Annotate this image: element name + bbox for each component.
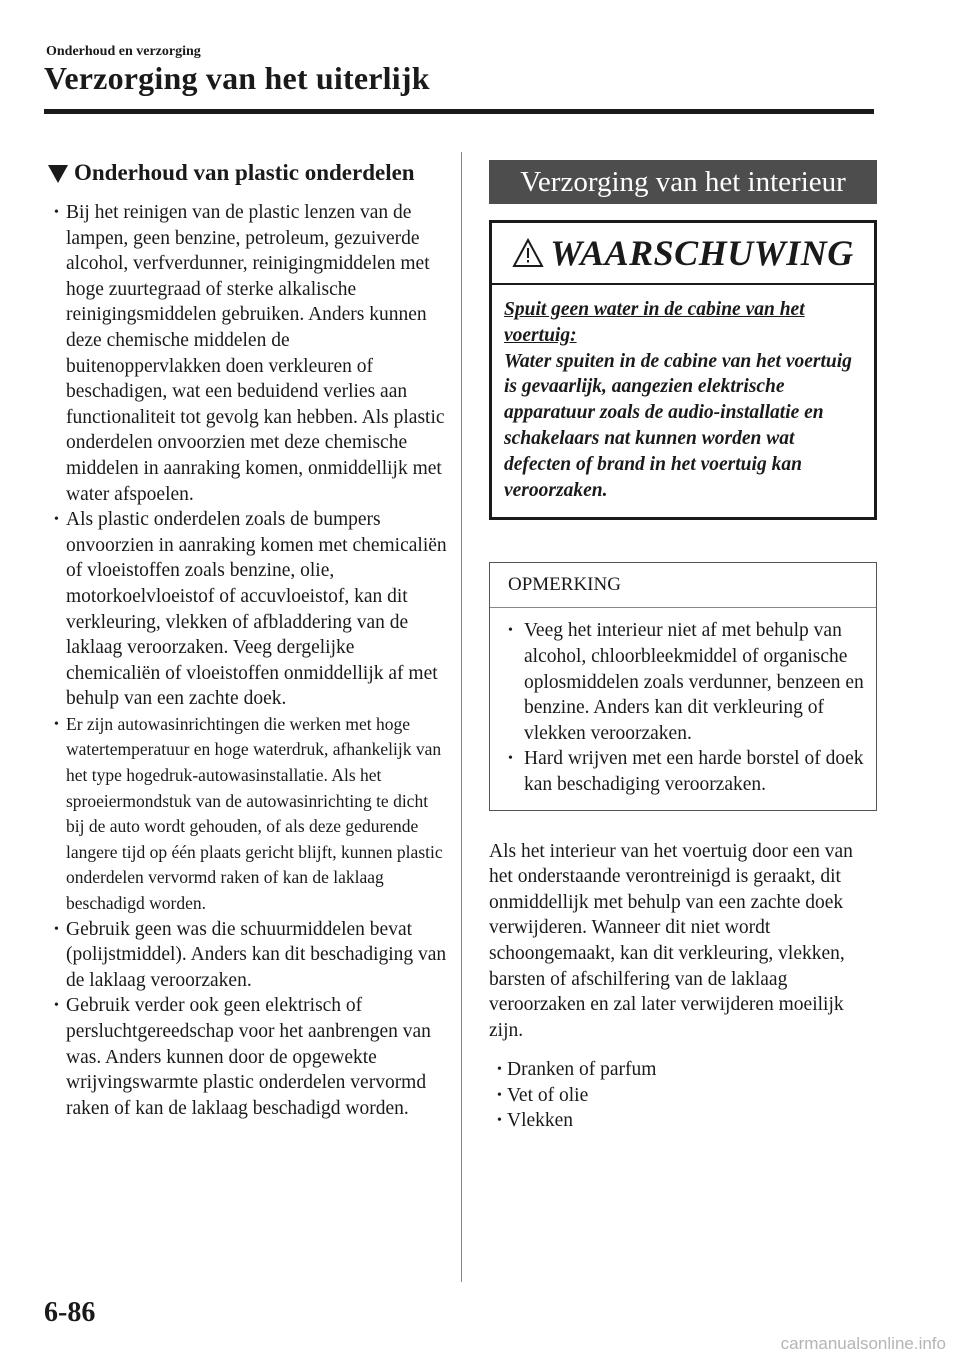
- list-item: [48, 993, 448, 1121]
- bullet-icon: •: [508, 623, 513, 639]
- watermark[interactable]: carmanualsonline.info: [780, 1334, 946, 1353]
- note-item: [504, 618, 866, 746]
- note-item-text: Veeg het interieur niet af met behulp van alcohol, chloorbleekmiddel of organische oplosmiddelen zoals verdunner, benzeen en benzine. Anders kan dit verkleuring of vlekken veroorzaken.: [524, 620, 864, 744]
- list-item: [48, 917, 448, 994]
- list-item-text: Gebruik geen was die schuurmiddelen bevat (polijstmiddel). Anders kan dit beschadiging van de laklaag veroorzaken.: [66, 918, 447, 991]
- list-item-text: Bij het reinigen van de plastic lenzen van de lampen, geen benzine, petroleum, gezuiverde alcohol, verfverdunner, reinigingmiddelen met hoge zuurtegraad of sterke alkalische reinigingsmiddelen gebruiken. Anders kunnen deze chemische middelen de buitenoppervlakken doen verkleuren of beschadigen, wat een beduidend verlies aan functionaliteit tot gevolg kan hebben. Als plastic onderdelen onvoorzien met deze chemische middelen in aanraking komen, onmiddellijk met water afspoelen.: [66, 202, 445, 505]
- warning-box: [489, 220, 877, 520]
- bullet-icon: •: [497, 1062, 502, 1078]
- list-item: [495, 1057, 877, 1083]
- column-divider: [461, 152, 462, 1282]
- list-item: [495, 1108, 877, 1134]
- warning-body: [492, 285, 874, 517]
- bullet-icon: •: [497, 1087, 502, 1103]
- note-title: OPMERKING: [490, 563, 876, 608]
- header-section: Onderhoud en verzorging: [46, 44, 201, 59]
- note-box: [489, 562, 877, 810]
- list-item: [48, 712, 448, 917]
- section-banner: Verzorging van het interieur: [489, 160, 877, 204]
- warning-lead: Spuit geen water in de cabine van het voertuig:: [504, 299, 805, 346]
- list-item-text: Vet of olie: [507, 1084, 589, 1106]
- page-title: Verzorging van het uiterlijk: [44, 60, 430, 96]
- warning-title: WAARSCHUWING: [550, 233, 854, 273]
- left-column: [48, 160, 448, 1121]
- bullet-icon: •: [508, 751, 513, 767]
- right-column: [489, 160, 877, 1134]
- list-item-text: Gebruik verder ook geen elektrisch of persluchtgereedschap voor het aanbrengen van was. Anders kunnen door de opgewekte wrijvingswarmte plastic onderdelen vervormd raken of kan de laklaag beschadigd worden.: [66, 995, 431, 1119]
- note-item-text: Hard wrijven met een harde borstel of doek kan beschadiging veroorzaken.: [524, 748, 864, 795]
- bullet-icon: •: [54, 205, 59, 220]
- header-rule: [44, 109, 874, 114]
- warning-text: Water spuiten in de cabine van het voertuig is gevaarlijk, aangezien elektrische apparatuur zoals de audio-installatie en schakelaars nat kunnen worden wat defecten of brand in het voertuig kan veroorzaken.: [504, 350, 852, 501]
- bullet-icon: •: [54, 921, 59, 937]
- warning-triangle-icon: [512, 238, 544, 268]
- triangle-down-icon: [48, 165, 68, 183]
- list-item: [48, 507, 448, 712]
- bullet-list: [48, 200, 448, 1121]
- warning-header: [492, 223, 874, 285]
- body-paragraph: Als het interieur van het voertuig door een van het onderstaande verontreinigd is geraakt, dit onmiddellijk met behulp van een zachte doek verwijderen. Wanneer dit niet wordt schoongemaakt, kan dit verkleuring, vlekken, barsten of afschilfering van de laklaag veroorzaken en zal later verwijderen moeilijk zijn.: [489, 840, 853, 1041]
- section-heading: [48, 160, 448, 186]
- contaminant-list: [489, 1057, 877, 1134]
- page-number: 6-86: [44, 1297, 96, 1328]
- bullet-icon: •: [54, 716, 59, 732]
- list-item-text: Er zijn autowasinrichtingen die werken met hoge watertemperatuur en hoge waterdruk, afhankelijk van het type hogedruk-autowasinstallatie. Als het sproeiermondstuk van de autowasinrichting te dicht bij de auto wordt gehouden, of als deze gedurende langere tijd op één plaats gericht blijft, kunnen plastic onderdelen vervormd raken of kan de laklaag beschadigd worden.: [66, 713, 443, 914]
- list-item: [48, 200, 448, 507]
- note-list: [490, 608, 876, 809]
- bullet-icon: •: [54, 512, 59, 528]
- section-heading-text: Onderhoud van plastic onderdelen: [74, 160, 415, 185]
- bullet-icon: •: [497, 1113, 502, 1129]
- note-item: [504, 746, 866, 797]
- list-item-text: Als plastic onderdelen zoals de bumpers onvoorzien in aanraking komen met chemicaliën of vloeistoffen zoals benzine, olie, motorkoelvloeistof of accuvloeistof, kan dit verkleuring, vlekken of afbladdering van de laklaag veroorzaken. Veeg dergelijke chemicaliën of vloeistoffen onmiddellijk af met behulp van een zachte doek.: [66, 509, 447, 710]
- list-item-text: Vlekken: [507, 1110, 574, 1132]
- list-item-text: Dranken of parfum: [507, 1059, 657, 1081]
- list-item: [495, 1083, 877, 1109]
- bullet-icon: •: [54, 998, 59, 1014]
